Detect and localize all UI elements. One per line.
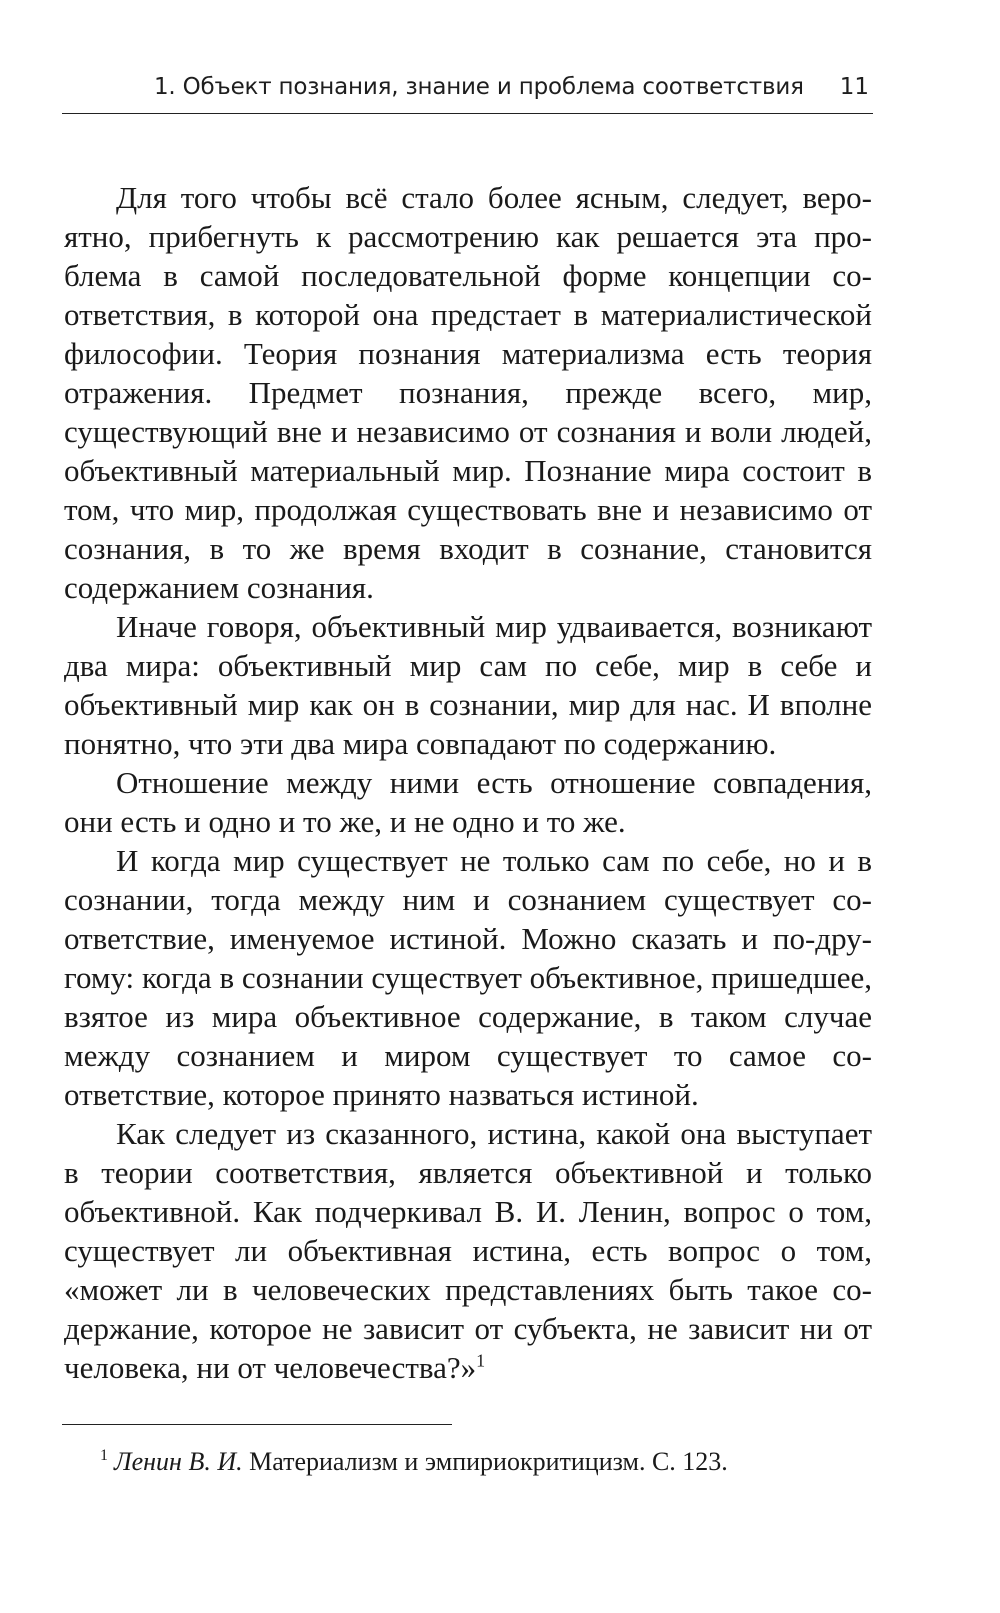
- paragraph: Иначе говоря, объективный мир удваивается, возникают два мира: объективный мир сам по себе, мир в себе и объективный мир как он в сознании, мир для нас. И вполне понятно, что эти два мира совпадают по содержанию.: [64, 609, 872, 761]
- paragraph: И когда мир существует не только сам по себе, но и в сознании, тогда между ним и сознанием существует соответствие, именуемое истиной. Можно сказать и по-другому: когда в сознании существует объективное, пришедшее, взятое из мира объективное содержание, в таком случае между сознанием и миром существует то самое соответствие, которое принято назваться истиной.: [64, 843, 872, 1112]
- main-text: [64, 178, 872, 1387]
- paragraph: Для того чтобы всё стало более ясным, следует, вероятно, прибегнуть к рассмотрению как решается эта проблема в самой последовательной форме концепции соответствия, в которой она предстает в материалистической философии. Теория познания материализма есть теория отражения. Предмет познания, прежде всего, мир, существующий вне и независимо от сознания и воли людей, объективный материальный мир. Познание мира состоит в том, что мир, продолжая существовать вне и независимо от сознания, в то же время входит в сознание, становится содержанием сознания.: [64, 180, 872, 605]
- footnote: [100, 1446, 870, 1478]
- running-header-title: 1. Объект познания, знание и проблема соответствия: [154, 74, 804, 100]
- footnote-marker: 1: [100, 1447, 108, 1465]
- paragraph: Отношение между ними есть отношение совпадения, они есть и одно и то же, и не одно и то же.: [64, 765, 872, 839]
- header-rule: [62, 113, 873, 114]
- running-header: [62, 60, 873, 112]
- footnote-reference[interactable]: 1: [476, 1350, 486, 1371]
- page-number: 11: [839, 74, 869, 100]
- footnote-rule: [62, 1424, 452, 1425]
- footnote-text: Материализм и эмпириокритицизм. С. 123.: [242, 1447, 728, 1476]
- footnote-author: Ленин В. И.: [114, 1447, 243, 1476]
- paragraph-last-text: Как следует из сказанного, истина, какой она выступает в теории соответствия, является объективной и только объективной. Как подчеркивал В. И. Ленин, вопрос о том, существует ли объективная истина, есть вопрос о том, «может ли в человеческих представлениях быть такое содержание, которое не зависит от субъекта, не зависит ни от человека, ни от человечества?»: [64, 1116, 872, 1385]
- paragraph-last: [64, 1114, 872, 1387]
